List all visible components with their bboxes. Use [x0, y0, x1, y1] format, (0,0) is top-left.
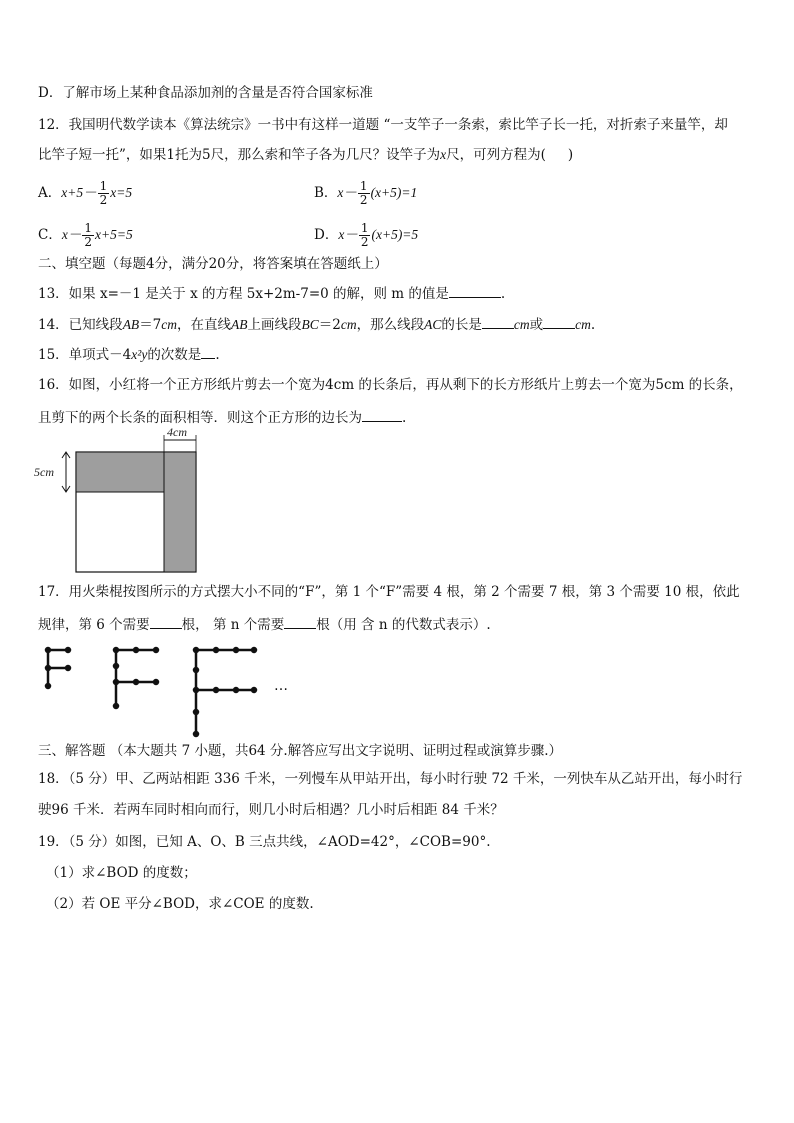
q17-line1: 17．用火柴棍按图所示的方式摆大小不同的“F”，第 1 个“F”需要 4 根，第 2 个需要 7 根，第 3 个需要 10 根，依此	[38, 584, 740, 600]
label-4cm: 4cm	[167, 425, 187, 439]
q15-answer-blank	[201, 344, 215, 359]
q18-line1: 18．（5 分）甲、乙两站相距 336 千米，一列慢车从甲站开出，每小时行驶 72 千米，一列快车从乙站开出，每小时行	[38, 771, 743, 787]
matchstick-f-2	[114, 648, 158, 708]
q19-line1: 19．（5 分）如图，已知 A、O、B 三点共线，∠AOD=42°，∠COB=90°.	[38, 834, 491, 850]
q17-answer-blank-2	[284, 614, 316, 629]
fraction: $\frac{1}{2}$	[99, 179, 108, 207]
q17-answer-blank-1	[150, 614, 182, 629]
section3-heading: 三、解答题 （本大题共 7 小题，共64 分.解答应写出文字说明、证明过程或演算步骤.）	[38, 743, 563, 759]
fraction: $\frac{1}{2}$	[360, 221, 369, 249]
q12-option-c: C．x－ $\frac{1}{2}$ x+5=5	[38, 221, 133, 249]
q13-answer-blank	[449, 283, 501, 298]
q14: 14．已知线段AB＝7cm，在直线AB上画线段BC＝2cm，那么线段AC的长是 cm或 cm.	[38, 314, 595, 334]
fraction: $\frac{1}{2}$	[84, 221, 92, 249]
matchstick-f-figure	[38, 642, 298, 737]
q12-option-a: A．x+5－ $\frac{1}{2}$ x=5	[38, 179, 133, 207]
q16-line1: 16．如图，小红将一个正方形纸片剪去一个宽为4cm 的长条后，再从剩下的长方形纸片上剪去一个宽为5cm 的长条，	[38, 377, 743, 393]
q17-line2: 规律，第 6 个需要 根， 第 n 个需要 根（用 含 n 的代数式表示）.	[38, 614, 491, 634]
q18-line2: 驶96 千米．若两车同时相向而行，则几小时后相遇？几小时后相距 84 千米？	[38, 802, 504, 818]
matchstick-f-3	[194, 648, 256, 736]
label-5cm: 5cm	[34, 465, 54, 479]
matchstick-f-1	[46, 648, 70, 688]
square-cut-figure	[30, 426, 210, 574]
q14-answer-blank-2	[543, 314, 575, 329]
horizontal-strip	[76, 452, 164, 492]
q19-part1: （1）求∠BOD 的度数；	[46, 865, 197, 881]
q15: 15．单项式－4x²y的次数是 .	[38, 344, 220, 364]
vertical-strip	[164, 452, 196, 572]
section2-heading: 二、填空题（每题4分，满分20分，将答案填在答题纸上）	[38, 256, 388, 272]
q13: 13．如果 x=－1 是关于 x 的方程 5x+2m-7=0 的解，则 m 的值是 .	[38, 283, 505, 303]
q12-option-d: D．x－ $\frac{1}{2}$ (x+5)=5	[314, 221, 419, 249]
q12-option-b: B．x－ $\frac{1}{2}$ (x+5)=1	[314, 179, 418, 207]
fraction: $\frac{1}{2}$	[359, 179, 368, 207]
q14-answer-blank-1	[482, 314, 514, 329]
q12-line2: 比竿子短一托”，如果1托为5尺，那么索和竿子各为几尺？设竿子为x尺，可列方程为( )	[38, 147, 574, 163]
q16-line2: 且剪下的两个长条的面积相等．则这个正方形的边长为 .	[38, 407, 406, 427]
q16-answer-blank	[362, 407, 402, 422]
q19-part2: （2）若 OE 平分∠BOD，求∠COE 的度数.	[46, 896, 314, 912]
ellipsis: …	[274, 678, 288, 694]
q11-option-d: D．了解市场上某种食品添加剂的含量是否符合国家标准	[38, 85, 373, 101]
q12-line1: 12．我国明代数学读本《算法统宗》一书中有这样一道题 “一支竿子一条索，索比竿子长一托，对折索子来量竿，却	[38, 117, 728, 133]
